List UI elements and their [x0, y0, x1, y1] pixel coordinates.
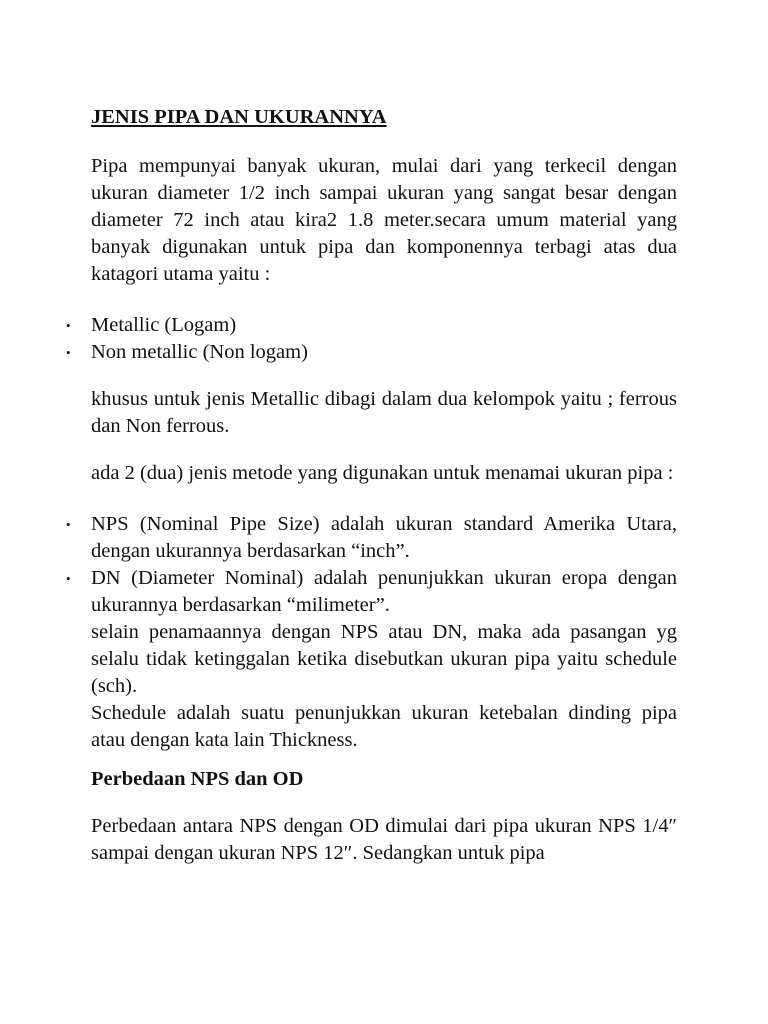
- metallic-note-paragraph: khusus untuk jenis Metallic dibagi dalam dua kelompok yaitu ; ferrous dan Non ferrous.: [91, 388, 677, 437]
- list-item: [66, 511, 677, 565]
- schedule-note-paragraph: selain penamaannya dengan NPS atau DN, maka ada pasangan yg selalu tidak ketinggalan ketika disebutkan ukuran pipa yaitu schedule (sch).: [91, 621, 677, 697]
- list-item: [66, 312, 677, 339]
- list-item-text: NPS (Nominal Pipe Size) adalah ukuran standard Amerika Utara, dengan ukurannya berdasarkan “inch”.: [91, 513, 677, 562]
- bullet-icon: •: [66, 345, 71, 360]
- intro-paragraph: Pipa mempunyai banyak ukuran, mulai dari yang terkecil dengan ukuran diameter 1/2 inch sampai ukuran yang sangat besar dengan diameter 72 inch atau kira2 1.8 meter.secara umum material yang banyak digunakan untuk pipa dan komponennya terbagi atas dua katagori utama yaitu :: [91, 155, 677, 285]
- schedule-definition-paragraph: Schedule adalah suatu penunjukkan ukuran ketebalan dinding pipa atau dengan kata lain Thickness.: [91, 702, 677, 751]
- list-item-text: Non metallic (Non logam): [91, 341, 308, 363]
- section-paragraph: Perbedaan antara NPS dengan OD dimulai dari pipa ukuran NPS 1/4″ sampai dengan ukuran NPS 12″. Sedangkan untuk pipa: [91, 815, 677, 864]
- methods-list: [66, 511, 677, 619]
- list-item-text: DN (Diameter Nominal) adalah penunjukkan ukuran eropa dengan ukurannya berdasarkan “milimeter”.: [91, 567, 677, 616]
- methods-intro-paragraph: ada 2 (dua) jenis metode yang digunakan untuk menamai ukuran pipa :: [91, 462, 674, 484]
- bullet-icon: •: [66, 517, 71, 532]
- bullet-icon: •: [66, 571, 71, 586]
- list-item-text: Metallic (Logam): [91, 314, 237, 336]
- section-heading: Perbedaan NPS dan OD: [91, 768, 304, 790]
- bullet-icon: •: [66, 318, 71, 333]
- document-page: [66, 104, 677, 867]
- document-title: JENIS PIPA DAN UKURANNYA: [91, 106, 387, 128]
- material-types-list: [66, 312, 677, 366]
- list-item: [66, 565, 677, 619]
- list-item: [66, 339, 677, 366]
